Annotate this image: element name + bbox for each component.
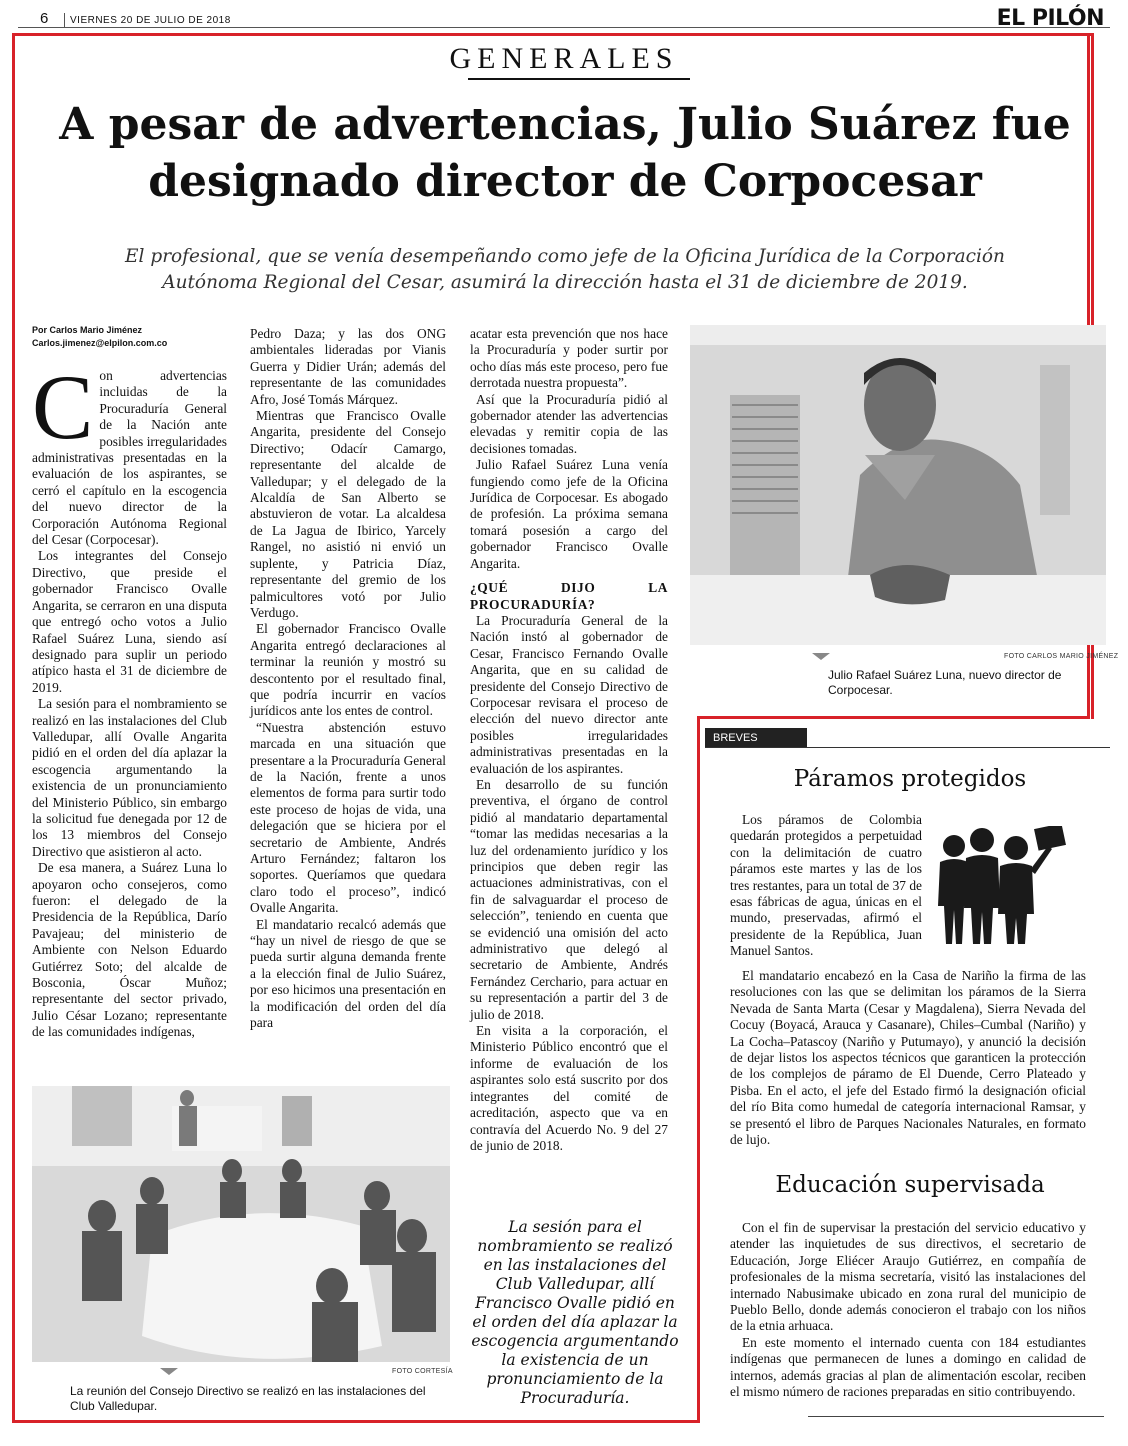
paragraph: Con el fin de supervisar la prestación del servicio educativo y atender las inquietudes de sus directivos, el secretario de Educación, Jorge Eliécer Araujo Gutiérrez, en compañía de profesionales de la misma secretaría, visitó las instalaciones del internado Nabusimake ubicado en zona rural del municipio de Pueblo Bello, donde además conocieron el trabajo con los niños de la etnia arhuaca. <box>730 1220 1086 1334</box>
brief-body <box>730 812 922 960</box>
page-number: 6 <box>40 10 49 27</box>
paragraph: Mientras que Francisco Ovalle Angarita, presidente del Consejo Directivo; Odacír Camargo, representante del alcalde de Valledupar; y el delegado de la Alcaldía de San Alberto se abstuvieron de votar. La alcaldesa de La Jagua de Ibirico, Yarcely Rangel, no asistió ni envió un suplente, y Patricia Díaz, representante del gremio de los palmicultores votó por Julio Verdugo. <box>250 408 446 620</box>
people-protest-icon <box>932 826 1072 946</box>
meeting-illustration <box>32 1086 450 1362</box>
paragraph: La sesión para el nombramiento se realizó en las instalaciones del Club Valledupar, allí Ovalle Angarita pidió en el orden del día aplazar la escogencia argumentando la existencia de un pronunciamiento del Ministerio Público, sin embargo la solicitud fue denegada por 12 de los 13 miembros del Consejo Directivo que asistieron al acto. <box>32 696 227 859</box>
breves-rule <box>705 747 1110 748</box>
paragraph: El mandatario recalcó además que “hay un nivel de riesgo de que se pueda surtir alguna demanda frente a la elección final de Julio Suárez, por eso hicimos una presentación en la modificación del orden del día para <box>250 916 446 1031</box>
frame-inner-edge <box>697 716 700 1423</box>
section-underline <box>468 78 690 80</box>
caption-pointer <box>160 1368 178 1375</box>
caption-pointer <box>812 653 830 660</box>
deck-line-1: El profesional, que se venía desempeñando como jefe de la Oficina Jurídica de la Corporación <box>125 246 1005 267</box>
portrait-photo <box>690 325 1106 645</box>
frame-left-edge <box>12 33 15 1423</box>
portrait-illustration <box>690 325 1106 645</box>
masthead-separator <box>64 13 65 27</box>
bottom-rule <box>808 1416 1104 1417</box>
pull-quote: La sesión para el nombramiento se realizó en las instalaciones del Club Valledupar, allí Francisco Ovalle pidió en el orden del día aplazar la escogencia argumentando la existencia de un pronunciamiento de la Procuraduría. <box>471 1218 679 1407</box>
newspaper-logo: EL PILÓN <box>996 6 1104 31</box>
brief-title: Educación supervisada <box>775 1172 1045 1198</box>
brief-body <box>730 1220 1086 1400</box>
author: Por Carlos Mario Jiménez <box>32 325 143 335</box>
deck-line-2: Autónoma Regional del Cesar, asumirá la dirección hasta el 31 de diciembre de 2019. <box>162 272 968 293</box>
paragraph: En este momento el internado cuenta con 184 estudiantes indígenas que permanecen de lunes a domingo en calidad de internos, además gracias al plan de alimentación escolar, reciben el mismo número de raciones preparadas en sitio contribuyendo. <box>730 1334 1086 1400</box>
paragraph: “Nuestra abstención estuvo marcada en una situación que presentare a la Procuraduría General de la Nación, frente a unos elementos de forma para surtir todo este proceso de hojas de vida, una delegación que se hiciera por el secretario de Ambiente, Andrés Arturo Fernández; faltaron los soportes. Queríamos que quedara claro todo el proceso”, indicó Ovalle Angarita. <box>250 719 446 916</box>
photo-credit: FOTO CARLOS MARIO JIMÉNEZ <box>1004 653 1119 660</box>
paragraph: El gobernador Francisco Ovalle Angarita entregó declaraciones al terminar la reunión y mostró su descontento por el resultado final, que podría incurrir en vacíos jurídicos ante los entes de control. <box>250 621 446 719</box>
issue-date: VIERNES 20 DE JULIO DE 2018 <box>70 15 231 26</box>
brief-title: Páramos protegidos <box>793 766 1027 792</box>
photo-credit: FOTO CORTESÍA <box>392 1368 453 1375</box>
photo-caption: La reunión del Consejo Directivo se realizó en las instalaciones del Club Valledupar. <box>70 1384 426 1413</box>
dropcap: C <box>32 356 94 458</box>
masthead-rule <box>18 27 1110 28</box>
headline-line-2: designado director de Corpocesar <box>148 156 982 207</box>
byline <box>32 324 232 350</box>
brief-body <box>730 968 1086 1148</box>
paragraph: Los páramos de Colombia quedarán protegidos a perpetuidad con la delimitación de cuatro páramos este martes y las de los tres restantes, para un total de 37 de esas fábricas de agua, únicas en el mundo, preservadas, afirmó el presidente de la República, Juan Manuel Santos. <box>730 812 922 959</box>
photo-caption: Julio Rafael Suárez Luna, nuevo director de Corpocesar. <box>828 668 1062 697</box>
paragraph: En desarrollo de su función preventiva, el órgano de control pidió al mandatario departamental “tomar las medidas necesarias a la luz del ordenamiento jurídico y los principios que deben regir las actuaciones administrativas, con el fin de salvaguardar el proceso de selección”, teniendo en cuenta que se evidenció una omisión del acto administrativo que delegó al secretario de Ambiente, Andrés Fernández Cerchario, para actuar en su representación a partir del 3 de julio de 2018. <box>470 776 668 1022</box>
paragraph: El mandatario encabezó en la Casa de Nariño la firma de las resoluciones con las que se delimitan los páramos de la Sierra Nevada de Santa Marta (Cesar y Magdalena), Sierra Nevada del Cocuy (Boyacá, Arauca y Casanare), Chiles–Cumbal (Nariño) y La Cocha–Patascoy (Nariño y Putumayo), y anunció la decisión de dejar listos los aspectos técnicos que garanticen la protección de los complejos de páramo de El Duende, Cerro Plateado y Pisba. En el acto, el jefe del Estado firmó la designación oficial del río Bita como humedal de categoría internacional Ramsar, y se presentó el libro de Parques Nacionales Naturales, en formato de lujo. <box>730 968 1086 1148</box>
paragraph: Con advertencias incluidas de la Procuraduría General de la Nación ante posibles irregularidades administrativas presentadas en la evaluación de los aspirantes, se cerró el capítulo en la escogencia del nuevo director de la Corporación Autónoma Regional del Cesar (Corpocesar). <box>32 356 227 548</box>
article-column-3 <box>470 326 668 1154</box>
author-email[interactable]: Carlos.jimenez@elpilon.com.co <box>32 338 168 348</box>
breves-tag: BREVES <box>705 728 807 748</box>
paragraph: Así que la Procuraduría pidió al gobernador atender las advertencias elevadas y remitir copia de las decisiones tomadas. <box>470 391 668 456</box>
paragraph: Los integrantes del Consejo Directivo, que preside el gobernador Francisco Ovalle Angarita, se cerraron en una disputa que entregó ocho votos a Julio Rafael Suárez Luna, siendo así designado para suplir un periodo atípico hasta el 31 de diciembre de 2019. <box>32 548 227 695</box>
paragraph: De esa manera, a Suárez Luna lo apoyaron ocho consejeros, como fueron: el delegado de la Presidencia de la República, Darío Pavajeau; del ministerio de Ambiente con Nelson Eduardo Gutiérrez Soto; del alcalde de Bosconia, Óscar Muñoz; representante del sector privado, Julio César Lozano; representante de las comunidades indígenas, <box>32 860 227 1040</box>
subheading: ¿QUÉ DIJO LA PROCURADURÍA? <box>470 580 668 612</box>
frame-step <box>697 716 1090 719</box>
frame-bottom-edge <box>12 1420 700 1423</box>
article-column-1 <box>32 356 227 1041</box>
paragraph: Julio Rafael Suárez Luna venía fungiendo como jefe de la Oficina Jurídica de Corpocesar. Es abogado de profesión. La próxima semana tomará posesión a cargo del gobernador Francisco Ovalle Angarita. <box>470 457 668 571</box>
paragraph: La Procuraduría General de la Nación instó al gobernador de Cesar, Francisco Fernando Ovalle Angarita, que en su calidad de presidente del Consejo Directivo de Corpocesar revisara el proceso de elección del nuevo director ante posibles irregularidades administrativas presentadas en la evaluación de los aspirantes. <box>470 612 668 776</box>
paragraph: En visita a la corporación, el Ministerio Público encontró que el informe de evaluación de los aspirantes solo está suscrito por dos integrantes del comité de acreditación, aspecto que va en contravía del Acuerdo No. 9 del 27 de junio de 2018. <box>470 1023 668 1153</box>
paragraph: acatar esta prevención que nos hace la Procuraduría y poder surtir por ocho días más este proceso, pero fue derrotada nuestra propuesta”. <box>470 326 668 391</box>
article-column-2 <box>250 326 446 1031</box>
headline <box>20 96 1110 210</box>
deck <box>60 244 1070 296</box>
meeting-photo <box>32 1086 450 1362</box>
section-label: GENERALES <box>449 42 679 75</box>
headline-line-1: A pesar de advertencias, Julio Suárez fue <box>59 99 1071 150</box>
paragraph: Pedro Daza; y las dos ONG ambientales lideradas por Vianis Guerra y Didier Urán; además del representante de las comunidades Afro, José Tomás Márquez. <box>250 326 446 407</box>
